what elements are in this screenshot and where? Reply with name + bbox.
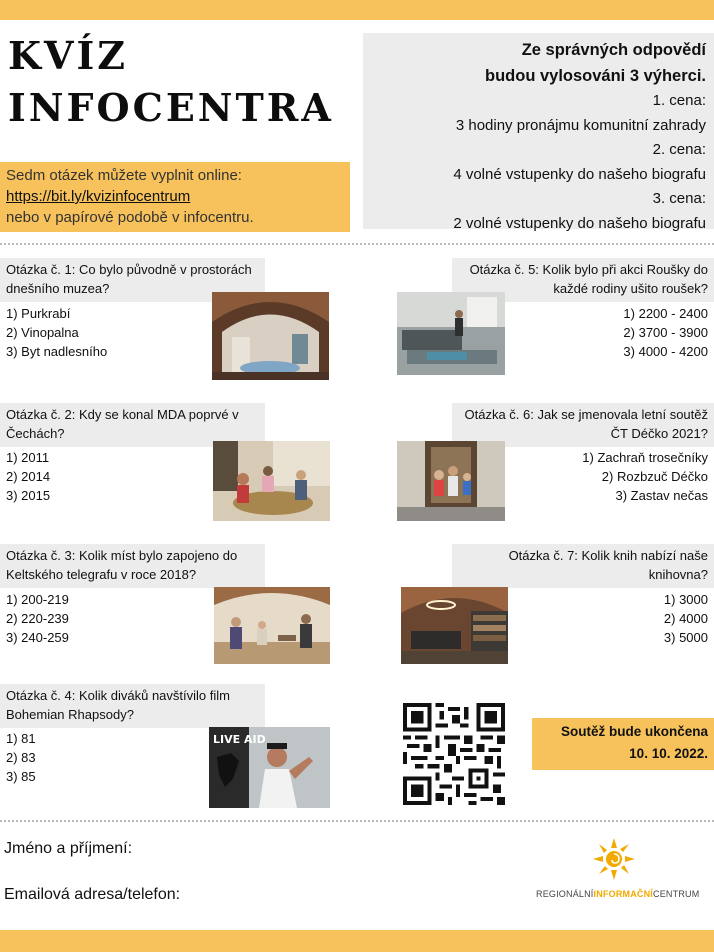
question-4: Otázka č. 4: Kolik diváků navštívilo film Bohemian Rhapsody? bbox=[0, 684, 265, 728]
qr-code[interactable] bbox=[403, 703, 505, 805]
prize-line: 1. cena: bbox=[652, 92, 706, 109]
online-info-line: Sedm otázek můžete vyplnit online: bbox=[6, 167, 242, 184]
contest-end-date: 10. 10. 2022. bbox=[629, 746, 708, 761]
prizes-box bbox=[363, 33, 714, 232]
face-masks-room-photo bbox=[397, 292, 505, 375]
answer-option: 1) 2011 bbox=[6, 450, 50, 465]
sun-spiral-icon bbox=[591, 836, 637, 882]
name-field-label: Jméno a příjmení: bbox=[4, 840, 133, 857]
library-interior-photo bbox=[401, 587, 508, 664]
prize-line: 4 volné vstupenky do našeho biografu bbox=[453, 165, 706, 183]
title-line-1: KVÍZ bbox=[8, 33, 129, 78]
question-7: Otázka č. 7: Kolik knih nabízí naše knihovna? bbox=[452, 544, 714, 588]
answer-option: 2) Rozbzuč Déčko bbox=[601, 469, 708, 484]
answer-option: 2) 3700 - 3900 bbox=[623, 325, 708, 340]
ric-logo bbox=[536, 836, 700, 902]
bohemian-rhapsody-poster bbox=[209, 727, 330, 808]
answer-option: 3) Byt nadlesního bbox=[6, 344, 108, 359]
answer-option: 1) 2200 - 2400 bbox=[623, 306, 708, 321]
answers-4 bbox=[6, 729, 206, 786]
ric-logo-text bbox=[536, 889, 700, 899]
answers-1 bbox=[6, 304, 206, 361]
answer-option: 3) 4000 - 4200 bbox=[623, 344, 708, 359]
prize-line: 2 volné vstupenky do našeho biografu bbox=[453, 214, 706, 232]
answer-option: 1) 81 bbox=[6, 731, 36, 746]
question-5: Otázka č. 5: Kolik bylo při akci Roušky do každé rodiny ušito roušek? bbox=[452, 258, 714, 302]
prize-line: 2. cena: bbox=[652, 141, 706, 158]
prizes-heading-2: budou vylosováni 3 výherci. bbox=[485, 67, 706, 85]
answer-option: 3) 240-259 bbox=[6, 630, 69, 645]
online-info-line: nebo v papírové podobě v infocentru. bbox=[6, 209, 254, 226]
answer-option: 2) 4000 bbox=[663, 611, 708, 626]
answer-option: 3) 5000 bbox=[663, 630, 708, 645]
online-info-box bbox=[0, 162, 350, 232]
question-2: Otázka č. 2: Kdy se konal MDA poprvé v Čechách? bbox=[0, 403, 265, 447]
question-6: Otázka č. 6: Jak se jmenovala letní soutěž ČT Déčko 2021? bbox=[452, 403, 714, 447]
title-line-2: INFOCENTRA bbox=[8, 85, 334, 130]
logo-text-part-1: REGIONÁLNÍ bbox=[536, 889, 594, 899]
logo-text-part-2: INFORMAČNÍ bbox=[593, 889, 654, 899]
question-3: Otázka č. 3: Kolik míst bylo zapojeno do Keltského telegrafu v roce 2018? bbox=[0, 544, 265, 588]
answers-7 bbox=[514, 590, 708, 647]
answer-option: 1) Purkrabí bbox=[6, 306, 71, 321]
answers-3 bbox=[6, 590, 206, 647]
contest-end-line-1: Soutěž bude ukončena bbox=[560, 724, 708, 739]
quiz-link[interactable]: https://bit.ly/kvizinfocentrum bbox=[6, 188, 191, 205]
answer-option: 3) Zastav nečas bbox=[615, 488, 708, 503]
contest-end-box bbox=[532, 718, 714, 770]
logo-text-part-3: CENTRUM bbox=[653, 889, 700, 899]
bottom-accent-bar bbox=[0, 930, 714, 952]
prizes-heading-1: Ze správných odpovědí bbox=[521, 41, 706, 59]
answer-option: 1) Zachraň trosečníky bbox=[582, 450, 708, 465]
answers-2 bbox=[6, 448, 206, 505]
answers-5 bbox=[514, 304, 708, 361]
prize-line: 3 hodiny pronájmu komunitní zahrady bbox=[455, 116, 706, 134]
answers-6 bbox=[514, 448, 708, 505]
celtic-telegraph-photo bbox=[214, 587, 330, 664]
question-1: Otázka č. 1: Co bylo původně v prostorách dnešního muzea? bbox=[0, 258, 265, 302]
prize-line: 3. cena: bbox=[652, 190, 706, 207]
dotted-divider bbox=[0, 243, 714, 245]
answer-option: 3) 85 bbox=[6, 769, 36, 784]
answer-option: 2) 2014 bbox=[6, 469, 51, 484]
answer-option: 1) 200-219 bbox=[6, 592, 69, 607]
kids-at-door-photo bbox=[397, 441, 505, 521]
poster-text: LIVE AID bbox=[213, 733, 266, 746]
answer-option: 1) 3000 bbox=[663, 592, 708, 607]
answer-option: 2) 83 bbox=[6, 750, 36, 765]
children-workshop-photo bbox=[213, 441, 330, 521]
email-field-label: Emailová adresa/telefon: bbox=[4, 886, 181, 903]
answer-option: 2) 220-239 bbox=[6, 611, 69, 626]
top-accent-bar bbox=[0, 0, 714, 20]
answer-option: 3) 2015 bbox=[6, 488, 51, 503]
answer-option: 2) Vinopalna bbox=[6, 325, 79, 340]
page-title bbox=[8, 30, 334, 134]
dotted-divider bbox=[0, 820, 714, 822]
museum-vault-photo bbox=[212, 292, 329, 380]
